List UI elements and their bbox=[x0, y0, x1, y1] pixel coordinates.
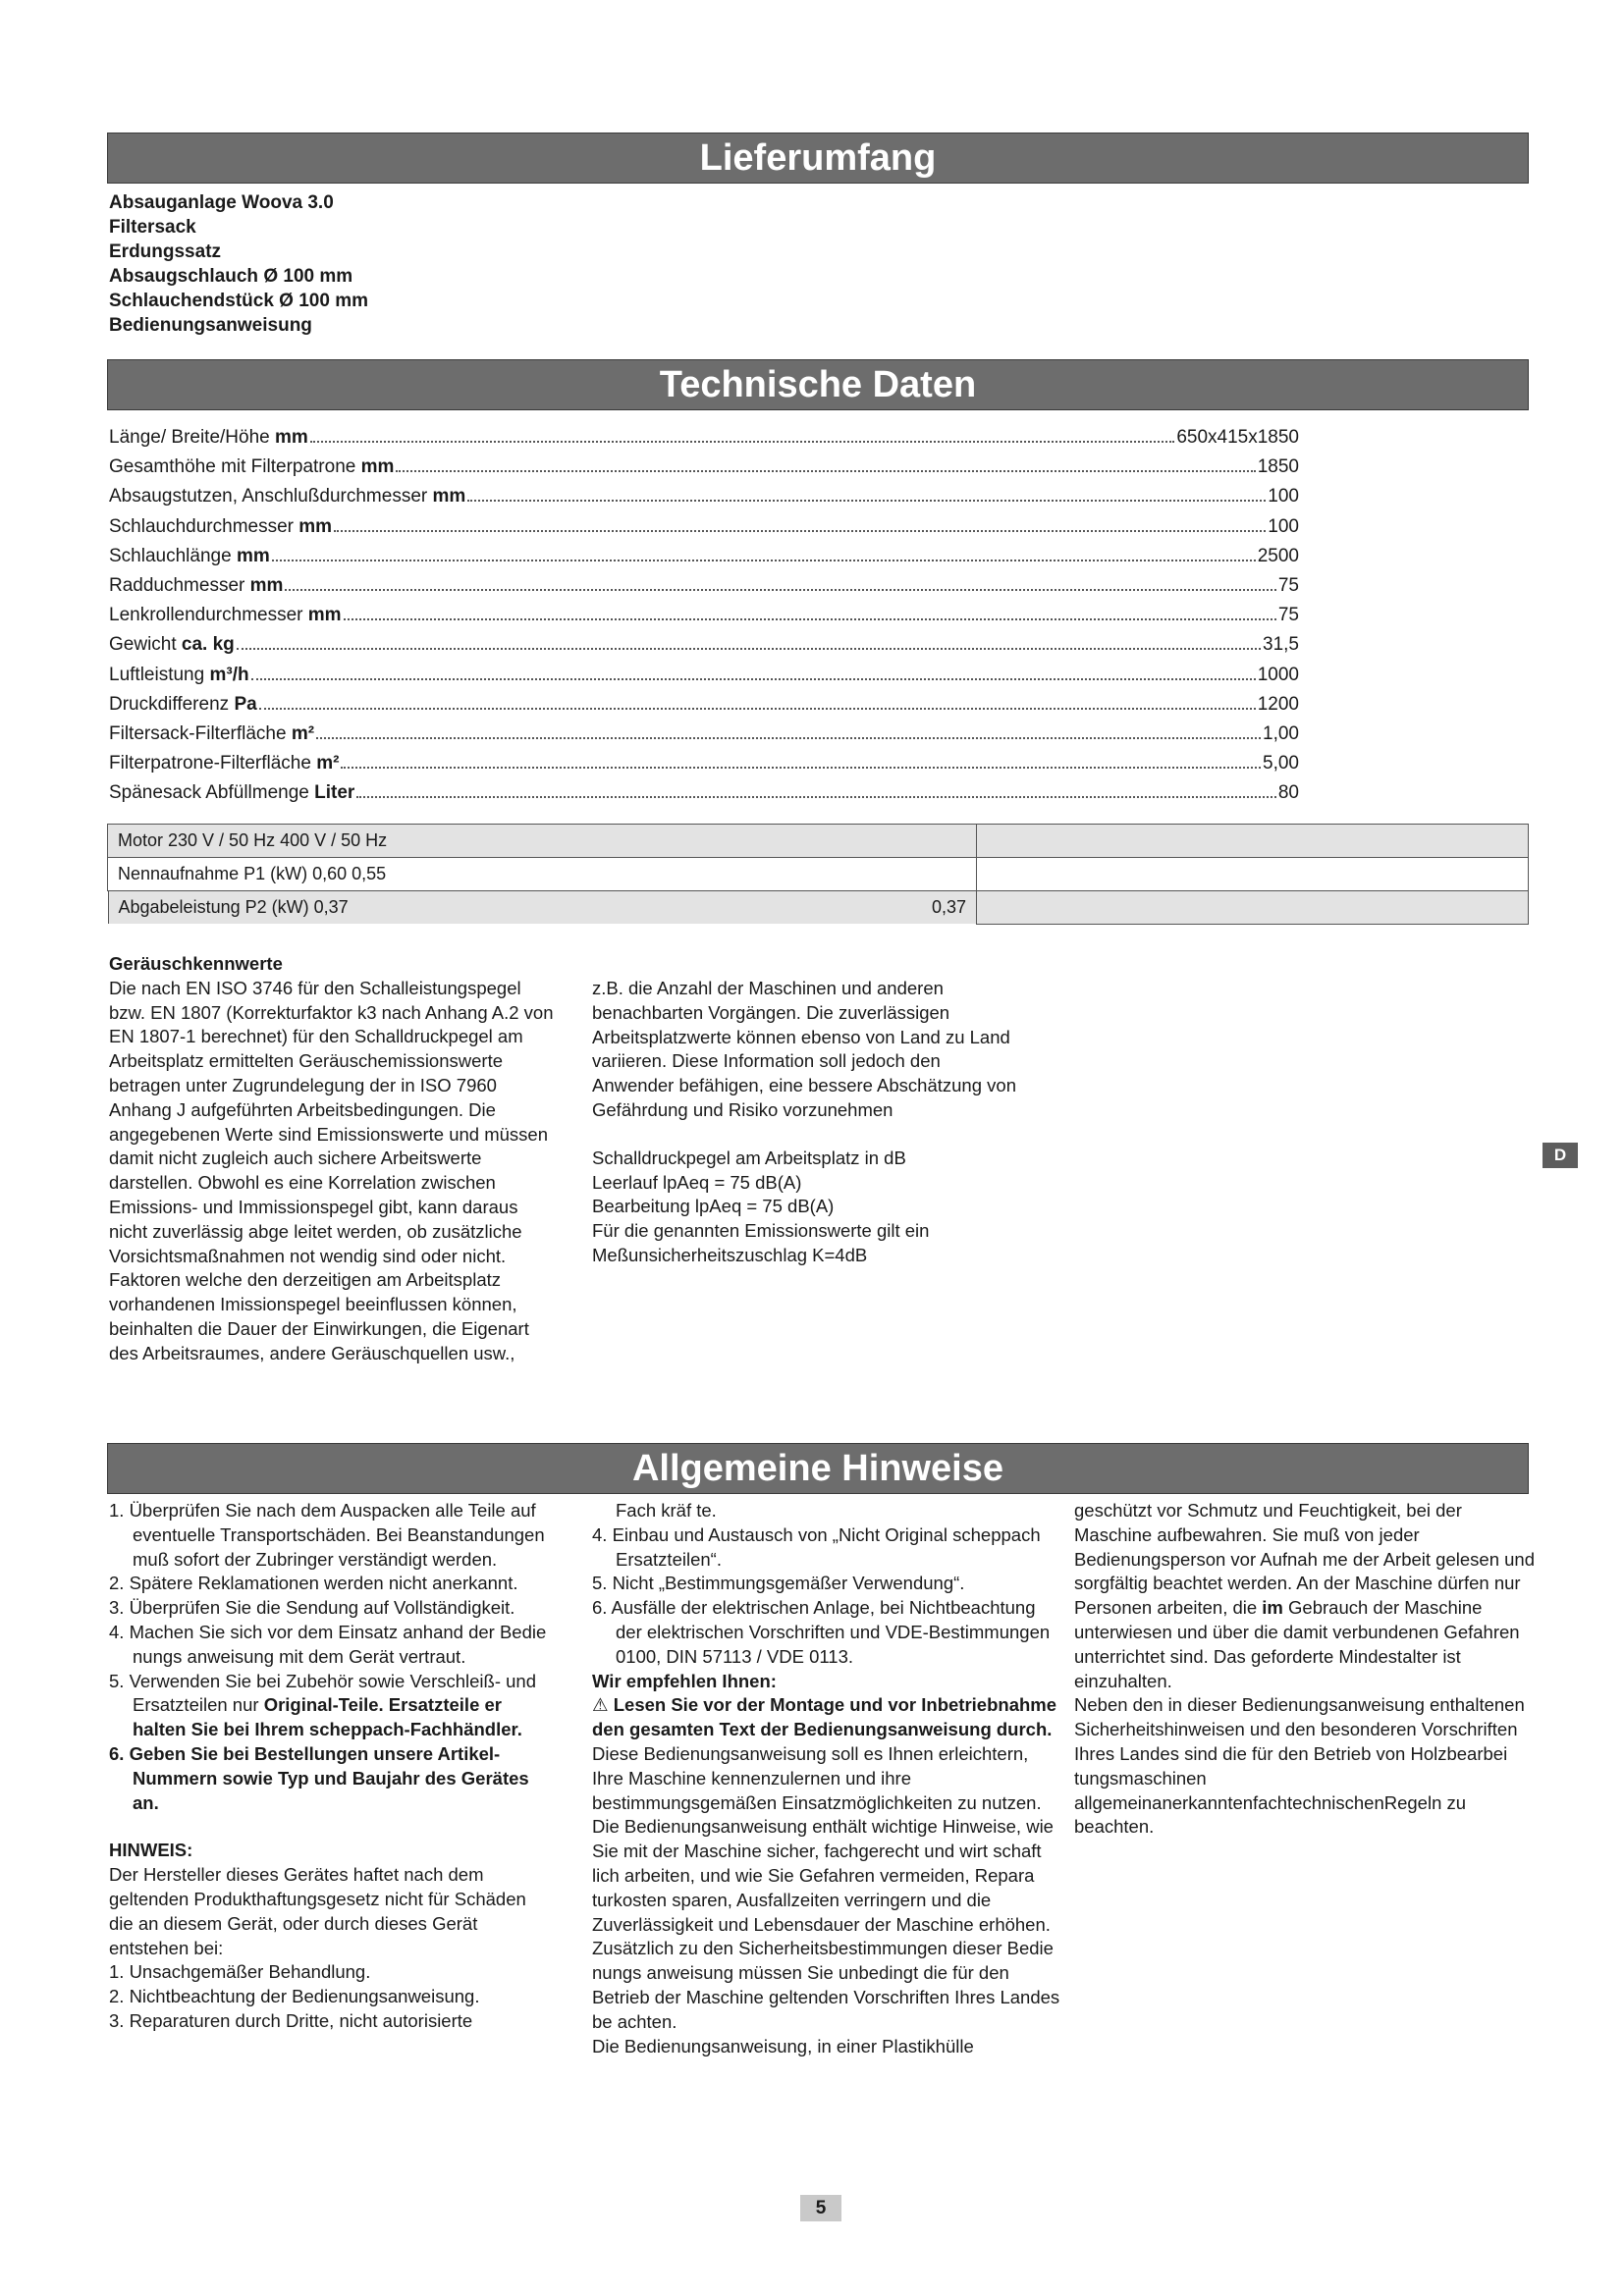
tech-row bbox=[109, 778, 1299, 808]
tech-row bbox=[109, 482, 1299, 511]
hinweis-item: 1. Unsachgemäßer Behandlung. bbox=[109, 1961, 371, 1983]
warning-text: Lesen Sie vor der Montage und vor Inbetriebnahme den gesamten Text der Bedienungsanweisung durch. bbox=[592, 1694, 1057, 1740]
tech-label: Schlauchlänge mm bbox=[109, 545, 270, 566]
tech-label: Druckdifferenz Pa bbox=[109, 693, 257, 715]
paragraph: Die Bedienungsanweisung enthält wichtige Hinweise, wie Sie mit der Maschine sicher, fachgerecht und wirt schaft lich arbeiten, und wie Sie Gefahren vermeiden, Repara turkosten sparen, Ausfallzeiten verringern und die Zuverlässigkeit und Lebensdauer der Maschine erhöhen. bbox=[592, 1816, 1054, 1935]
p1-row bbox=[108, 858, 1529, 891]
empty-cell bbox=[977, 891, 1529, 925]
tech-value: 1000 bbox=[1257, 664, 1299, 685]
noise-column-2 bbox=[592, 977, 1024, 1268]
dot-leader bbox=[237, 648, 1261, 650]
noise-column-1 bbox=[109, 952, 557, 1366]
hinweis-text: Der Hersteller dieses Gerätes haftet nach dem geltenden Produkthaftungsgesetz nicht für Schäden die an diesem Gerät, oder durch dieses Gerät entstehen bei: bbox=[109, 1864, 526, 1958]
noise-title: Geräuschkennwerte bbox=[109, 953, 283, 974]
p2-label: Abgabeleistung P2 (kW) 0,37 bbox=[118, 897, 349, 917]
tech-row bbox=[109, 601, 1299, 630]
dot-leader bbox=[310, 441, 1175, 443]
dot-leader bbox=[259, 708, 1256, 710]
continuation: Fach kräf te. bbox=[616, 1500, 717, 1521]
hinweise-column-1 bbox=[109, 1499, 551, 2034]
tech-label: Absaugstutzen, Anschlußdurchmesser mm bbox=[109, 486, 466, 507]
list-item bbox=[109, 1670, 551, 1742]
tech-label: Luftleistung m³/h bbox=[109, 664, 249, 685]
tech-label: Schlauchdurchmesser mm bbox=[109, 515, 333, 537]
tech-value: 31,5 bbox=[1263, 634, 1299, 656]
empty-cell bbox=[977, 858, 1529, 891]
tech-value: 75 bbox=[1277, 605, 1299, 626]
text: geschützt vor Schmutz und Feuchtigkeit, bei der Maschine aufbewahren. Sie muß von jeder Bedienungsperson vor Aufnah me der Arbeit gelesen und sorgfältig beachtet werden. An der Maschine dürfen nur Personen arbeiten, die bbox=[1074, 1500, 1535, 1619]
motor-cell: Motor 230 V / 50 Hz 400 V / 50 Hz bbox=[108, 825, 977, 858]
scope-item: Absaugschlauch Ø 100 mm bbox=[109, 266, 353, 287]
noise-text-2: z.B. die Anzahl der Maschinen und anderen benachbarten Vorgängen. Die zuverlässigen Arbeitsplatzwerte können ebenso von Land zu Land variieren. Diese Information soll jedoch den Anwender befähigen, eine bessere Abschätzung von Gefährdung und Risiko vorzunehmen bbox=[592, 978, 1016, 1120]
dot-leader bbox=[356, 796, 1276, 798]
paragraph bbox=[1074, 1499, 1536, 1693]
dot-leader bbox=[272, 560, 1256, 561]
tech-value: 5,00 bbox=[1263, 753, 1299, 774]
paragraph: Die Bedienungsanweisung, in einer Plastikhülle bbox=[592, 2035, 974, 2056]
scope-item: Filtersack bbox=[109, 217, 196, 238]
bearbeitung: Bearbeitung lpAeq = 75 dB(A) bbox=[592, 1196, 835, 1217]
hinweis-item: 2. Nichtbeachtung der Bedienungsanweisung. bbox=[109, 1986, 480, 2007]
empfehlen-title: Wir empfehlen Ihnen: bbox=[592, 1670, 777, 1691]
dot-leader bbox=[316, 737, 1261, 739]
tech-value: 1850 bbox=[1257, 456, 1299, 478]
dot-leader bbox=[334, 530, 1266, 532]
tech-value: 1,00 bbox=[1263, 722, 1299, 744]
scope-item: Bedienungsanweisung bbox=[109, 315, 312, 336]
tech-value: 75 bbox=[1277, 574, 1299, 596]
pegel-title: Schalldruckpegel am Arbeitsplatz in dB bbox=[592, 1147, 906, 1168]
tech-row bbox=[109, 749, 1299, 778]
list-5-text: 5. Verwenden Sie bei Zubehör sowie Verschleiß- und Ersatzteilen nur bbox=[109, 1670, 537, 1716]
hinweis-title: HINWEIS: bbox=[109, 1840, 193, 1861]
list-item: 3. Überprüfen Sie die Sendung auf Vollständigkeit. bbox=[109, 1597, 515, 1619]
tech-row bbox=[109, 720, 1299, 749]
tech-row bbox=[109, 690, 1299, 720]
tech-label: Filterpatrone-Filterfläche m² bbox=[109, 753, 340, 774]
tech-value: 2500 bbox=[1257, 545, 1299, 566]
technical-data-list bbox=[109, 423, 1299, 808]
tech-row bbox=[109, 571, 1299, 601]
warning-paragraph bbox=[592, 1693, 1061, 1742]
tech-value: 100 bbox=[1268, 486, 1299, 507]
section-header-lieferumfang: Lieferumfang bbox=[107, 133, 1529, 184]
p2-cell bbox=[108, 891, 977, 924]
scope-item: Erdungssatz bbox=[109, 241, 222, 262]
motor-row bbox=[108, 825, 1529, 858]
tech-value: 1200 bbox=[1257, 693, 1299, 715]
zuschlag: Für die genannten Emissionswerte gilt ein Meßunsicherheitszuschlag K=4dB bbox=[592, 1220, 930, 1265]
noise-text-1: Die nach EN ISO 3746 für den Schalleistungspegel bzw. EN 1807 (Korrekturfaktor k3 nach Anhang A.2 von EN 1807-1 berechnet) für den Schalldruckpegel am Arbeitsplatz ermittelten Geräuschemissionswerte betragen unter Zugrundelegung der in ISO 7960 Anhang J aufgeführten Arbeitsbedingungen. Die angegebenen Werte sind Emissionswerte und müssen damit nicht zugleich auch sichere Arbeitswerte darstellen. Obwohl es eine Korrelation zwischen Emissions- und Immissionspegel gibt, kann daraus nicht zuverlässig abge leitet werden, ob zusätzliche Vorsichtsmaßnahmen not wendig sind oder nicht. Faktoren welche den derzeitigen am Arbeitsplatz vorhandenen Imissionspegel beeinflussen können, beinhalten die Dauer der Einwirkungen, die Eigenart des Arbeitsraumes, andere Geräuschquellen usw., bbox=[109, 977, 554, 1363]
tech-label: Spänesack Abfüllmenge Liter bbox=[109, 782, 355, 804]
list-item: 4. Einbau und Austausch von „Nicht Original scheppach Ersatzteilen“. bbox=[592, 1523, 1041, 1570]
p2-value: 0,37 bbox=[931, 897, 966, 917]
tech-row bbox=[109, 453, 1299, 482]
scope-of-delivery-list bbox=[109, 190, 368, 338]
page-number: 5 bbox=[800, 2195, 841, 2221]
tech-label: Gesamthöhe mit Filterpatrone mm bbox=[109, 456, 395, 478]
tech-row bbox=[109, 542, 1299, 571]
section-header-allgemeine-hinweise: Allgemeine Hinweise bbox=[107, 1443, 1529, 1494]
empty-cell bbox=[977, 825, 1529, 858]
list-item: 2. Spätere Reklamationen werden nicht anerkannt. bbox=[109, 1573, 518, 1594]
motor-table bbox=[107, 824, 1529, 925]
tech-row bbox=[109, 661, 1299, 690]
language-badge: D bbox=[1543, 1143, 1578, 1168]
list-item: 6. Geben Sie bei Bestellungen unsere Artikel-Nummern sowie Typ und Baujahr des Gerätes an. bbox=[109, 1742, 529, 1813]
tech-label: Filtersack-Filterfläche m² bbox=[109, 722, 315, 744]
bold-text: im bbox=[1262, 1597, 1283, 1619]
list-item: 5. Nicht „Bestimmungsgemäßer Verwendung“. bbox=[592, 1573, 965, 1594]
tech-value: 80 bbox=[1277, 782, 1299, 804]
warning-icon: ⚠ bbox=[592, 1694, 614, 1716]
dot-leader bbox=[285, 589, 1275, 591]
tech-label: Gewicht ca. kg bbox=[109, 634, 235, 656]
dot-leader bbox=[344, 618, 1276, 620]
tech-value: 100 bbox=[1268, 515, 1299, 537]
tech-row bbox=[109, 630, 1299, 660]
list-item: 6. Ausfälle der elektrischen Anlage, bei Nichtbeachtung der elektrischen Vorschriften und VDE-Bestimmungen 0100, DIN 57113 / VDE 0113. bbox=[592, 1597, 1051, 1667]
hinweise-column-3 bbox=[1074, 1499, 1536, 1840]
text: Gebrauch der Maschine unterwiesen und über die damit verbundenen Gefahren unterrichtet sind. Das geforderte Mindestalter ist einzuhalten. bbox=[1074, 1597, 1520, 1691]
tech-label: Lenkrollendurchmesser mm bbox=[109, 605, 342, 626]
tech-label: Länge/ Breite/Höhe mm bbox=[109, 427, 308, 448]
tech-value: 650x415x1850 bbox=[1176, 427, 1299, 448]
section-header-technische-daten: Technische Daten bbox=[107, 359, 1529, 410]
paragraph: Diese Bedienungsanweisung soll es Ihnen erleichtern, Ihre Maschine kennenzulernen und ihre bestimmungsgemäßen Einsatzmöglichkeiten zu nutzen. bbox=[592, 1742, 1042, 1813]
leerlauf: Leerlauf lpAeq = 75 dB(A) bbox=[592, 1171, 802, 1193]
tech-label: Radduchmesser mm bbox=[109, 574, 284, 596]
scope-item: Absauganlage Woova 3.0 bbox=[109, 192, 334, 213]
list-item: 1. Überprüfen Sie nach dem Auspacken alle Teile auf eventuelle Transportschäden. Bei Beanstandungen muß sofort der Zubringer verständigt werden. bbox=[109, 1500, 545, 1570]
hinweise-column-2 bbox=[592, 1499, 1061, 2058]
p2-row bbox=[108, 891, 1529, 925]
tech-row bbox=[109, 423, 1299, 453]
scope-item: Schlauchendstück Ø 100 mm bbox=[109, 291, 368, 311]
dot-leader bbox=[341, 767, 1261, 769]
dot-leader bbox=[396, 470, 1255, 472]
dot-leader bbox=[251, 678, 1256, 680]
dot-leader bbox=[467, 500, 1266, 502]
tech-row bbox=[109, 512, 1299, 542]
p1-cell: Nennaufnahme P1 (kW) 0,60 0,55 bbox=[108, 858, 977, 891]
paragraph: Neben den in dieser Bedienungsanweisung enthaltenen Sicherheitshinweisen und den besonderen Vorschriften Ihres Landes sind die für den Betrieb von Holzbearbei tungsmaschinen allgemeinanerkanntenfachtechnischenRegeln zu beachten. bbox=[1074, 1694, 1525, 1838]
list-item: 4. Machen Sie sich vor dem Einsatz anhand der Bedie nungs anweisung mit dem Gerät vertraut. bbox=[109, 1621, 547, 1667]
hinweis-item: 3. Reparaturen durch Dritte, nicht autorisierte bbox=[109, 2009, 473, 2031]
list-5-bold: Original-Teile. Ersatzteile er halten Sie bei Ihrem scheppach-Fachhändler. bbox=[133, 1694, 522, 1740]
paragraph: Zusätzlich zu den Sicherheitsbestimmungen dieser Bedie nungs anweisung müssen Sie unbedingt die für den Betrieb der Maschine geltenden Vorschriften Ihres Landes be achten. bbox=[592, 1938, 1060, 2032]
